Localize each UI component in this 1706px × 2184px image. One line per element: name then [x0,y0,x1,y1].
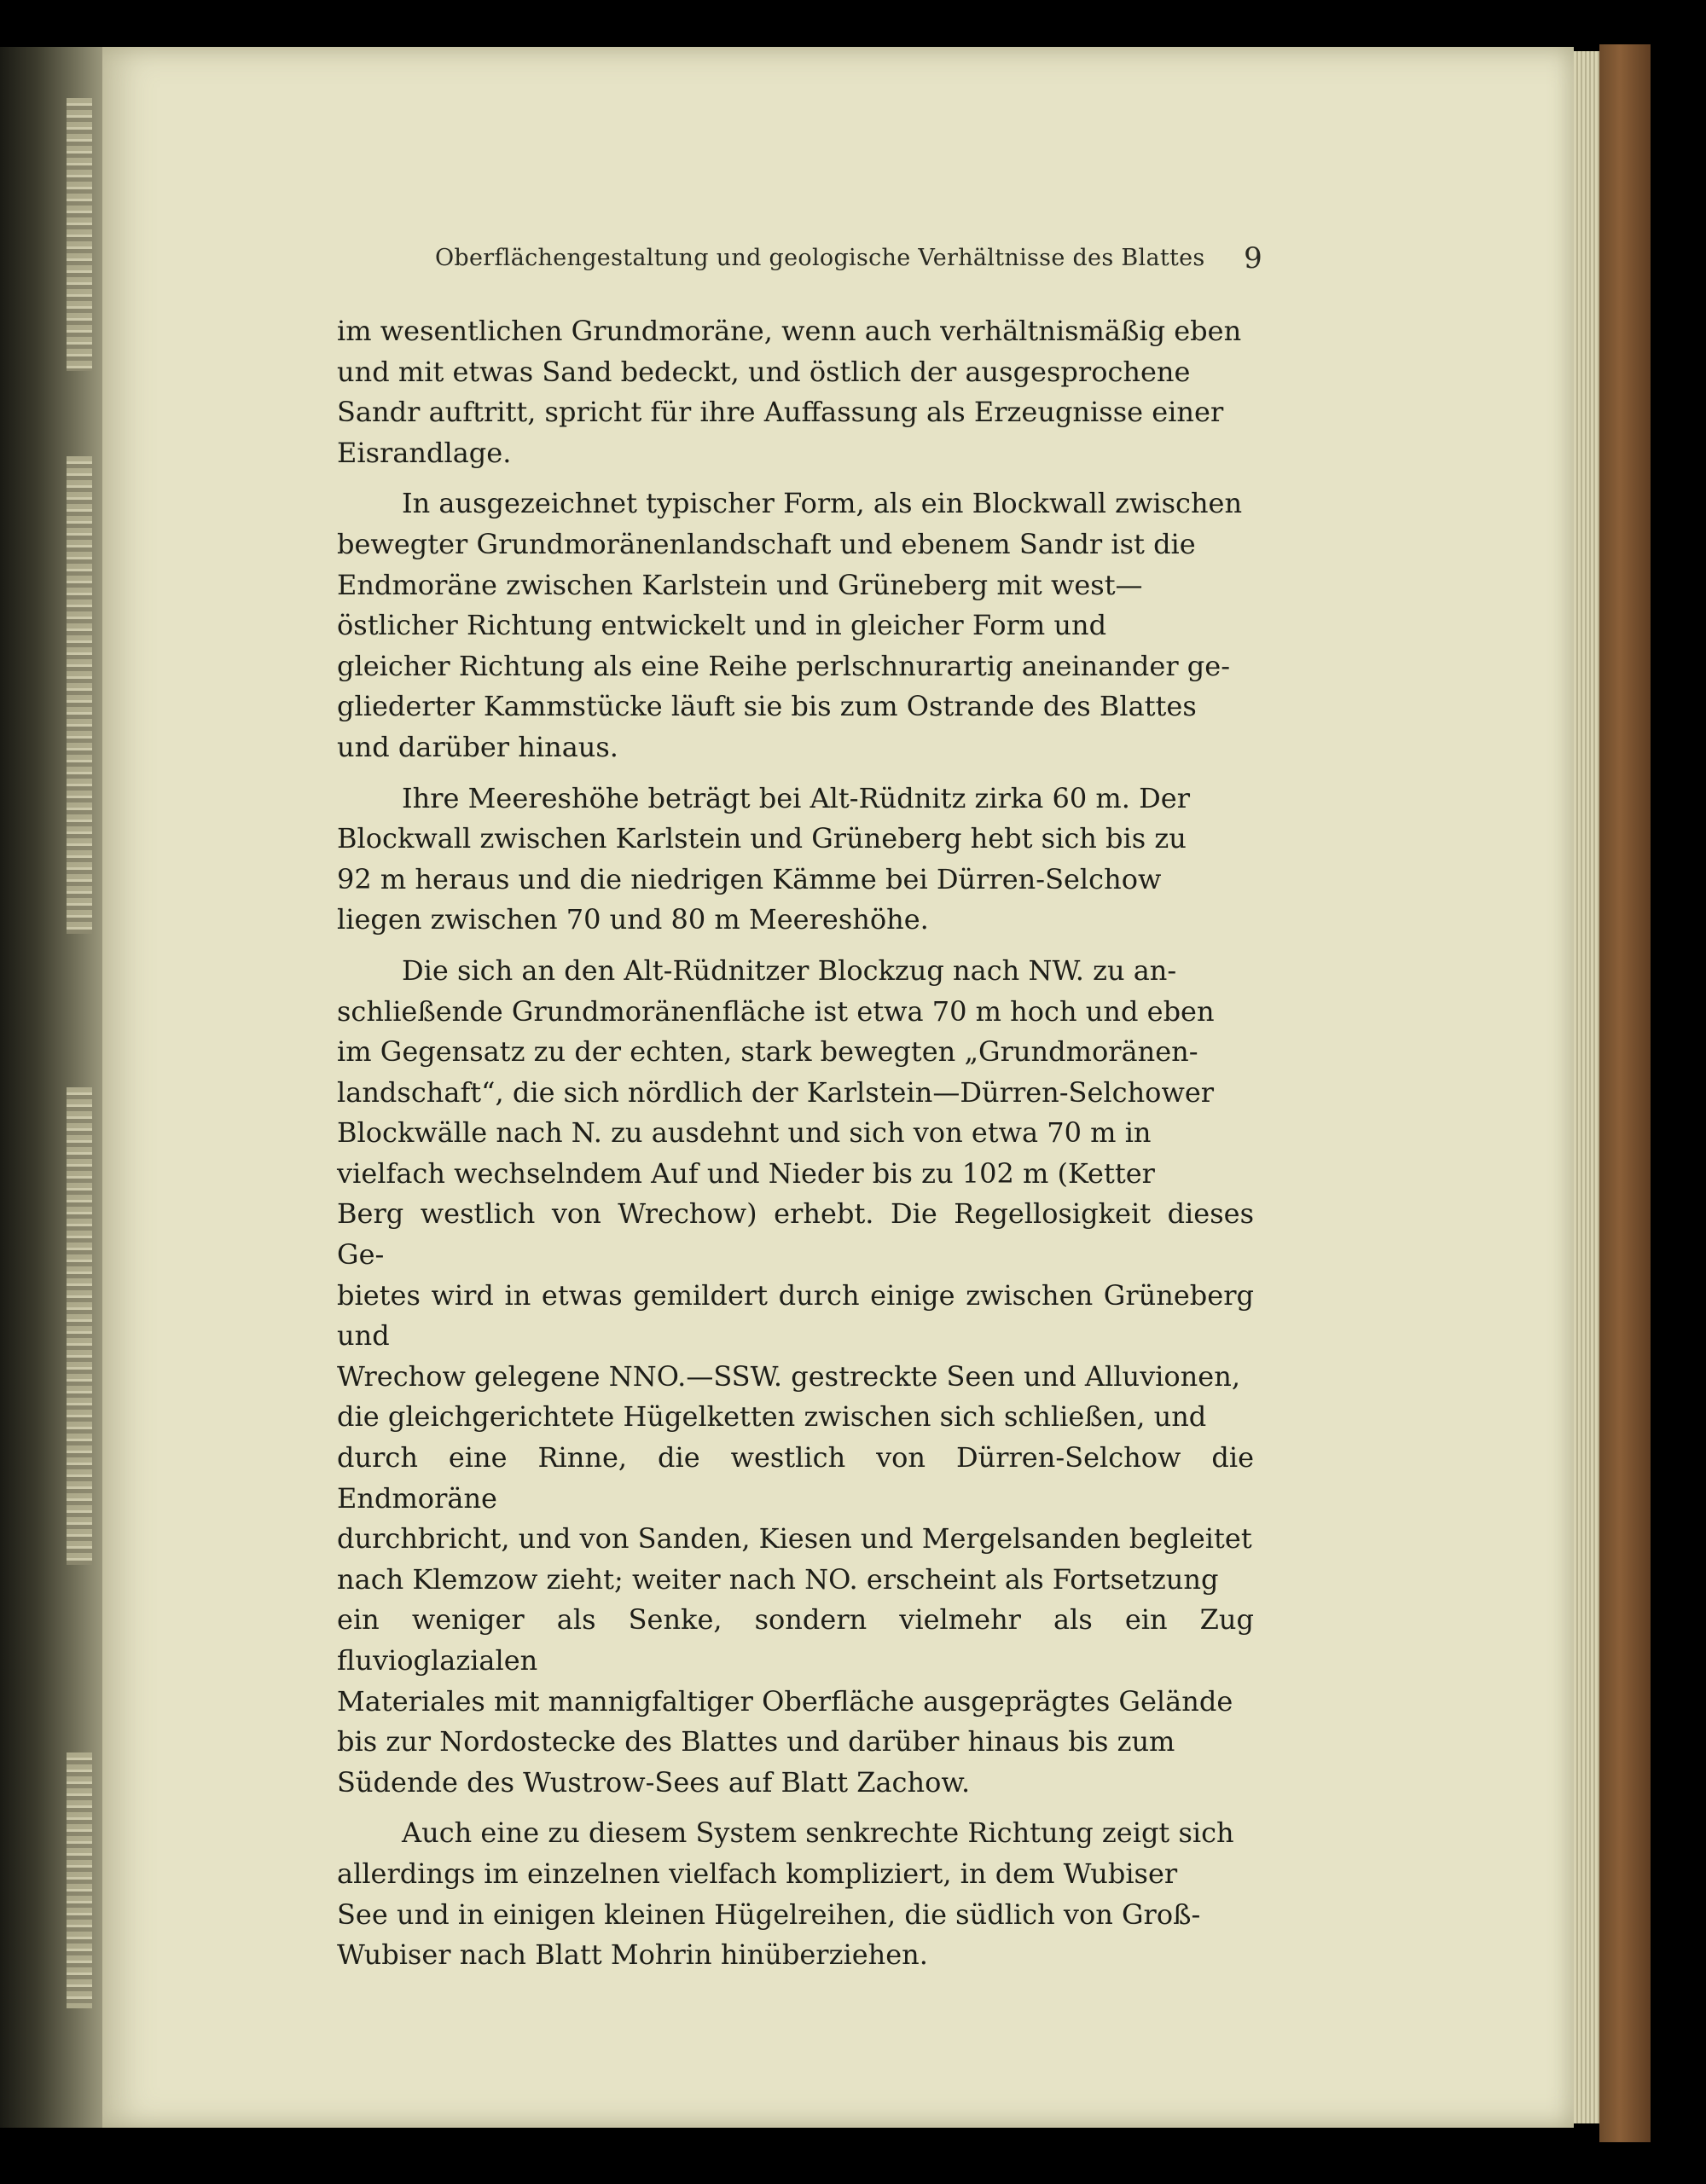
binding-edge [0,47,102,2128]
binding-stitch [67,1752,92,2008]
book-cover-edge [1599,44,1651,2142]
page-stack-edge [1574,51,1599,2123]
binding-stitch [67,456,92,934]
paragraph: Ihre Meereshöhe beträgt bei Alt-Rüdnitz zirka 60 m. Der Blockwall zwischen Karlstein und Grüneberg hebt sich bis zu 92 m heraus und die niedrigen Kämme bei Dürren-Selchow liegen zwischen 70 und 80 m Meereshöhe. [337,781,1190,936]
paragraph: Auch eine zu diesem System senkrechte Richtung zeigt sich allerdings im einzelnen vielfach kompliziert, in dem Wubiser See und in einigen kleinen Hügelreihen, die südlich von Groß- Wubiser nach Blatt Mohrin hinüberziehen. [337,1816,1234,1972]
paragraph: im wesentlichen Grundmoräne, wenn auch verhältnismäßig eben und mit etwas Sand bedeckt, und östlich der ausgesprochene Sandr auftritt, spricht für ihre Auffassung als Erzeugnisse einer Eisrandlage. [337,315,1242,469]
page-number: 9 [1244,241,1262,275]
paragraph: In ausgezeichnet typischer Form, als ein Blockwall zwischen bewegter Grundmoränenlandschaft und ebenem Sandr ist die Endmoräne zwischen Karlstein und Grüneberg mit west— östlicher Richtung entwickelt und in gleicher Form und gleicher Richtung als eine Reihe perlschnurartig aneinander ge- gliederter Kammstücke läuft sie bis zum Ostrande des Blattes und darüber hinaus. [337,487,1243,763]
body-text [337,311,1254,1976]
running-header [435,241,1262,279]
binding-stitch [67,1087,92,1565]
paragraph: Die sich an den Alt-Rüdnitzer Blockzug nach NW. zu an- schließende Grundmoränenfläche ist etwa 70 m hoch und eben im Gegensatz zu der echten, stark bewegten „Grundmoränen- landschaft“, die sich nördlich der Karlstein—Dürren-Selchower Blockwälle nach N. zu ausdehnt und sich von etwa 70 m in vielfach wechselndem Auf und Nieder bis zu 102 m (Ketter Berg westlich von Wrechow) erhebt. Die Regellosigkeit dieses Ge- bietes wird in etwas gemildert durch einige zwischen Grüneberg und Wrechow gelegene NNO.—SSW. gestreckte Seen und Alluvionen, die gleichgerichtete Hügelketten zwischen sich schließen, und durch eine Rinne, die westlich von Dürren-Selchow die Endmoräne durchbricht, und von Sanden, Kiesen und Mergelsanden begleitet nach Klemzow zieht; weiter nach NO. erscheint als Fortsetzung ein weniger als Senke, sondern vielmehr als ein Zug fluvioglazialen Materiales mit mannigfaltiger Oberfläche ausgeprägtes Gelände bis zur Nordostecke des Blattes und darüber hinaus bis zum Südende des Wustrow-Sees auf Blatt Zachow. [337,953,1254,1799]
running-header-title: Oberflächengestaltung und geologische Verhältnisse des Blattes [435,245,1205,271]
binding-stitch [67,98,92,371]
